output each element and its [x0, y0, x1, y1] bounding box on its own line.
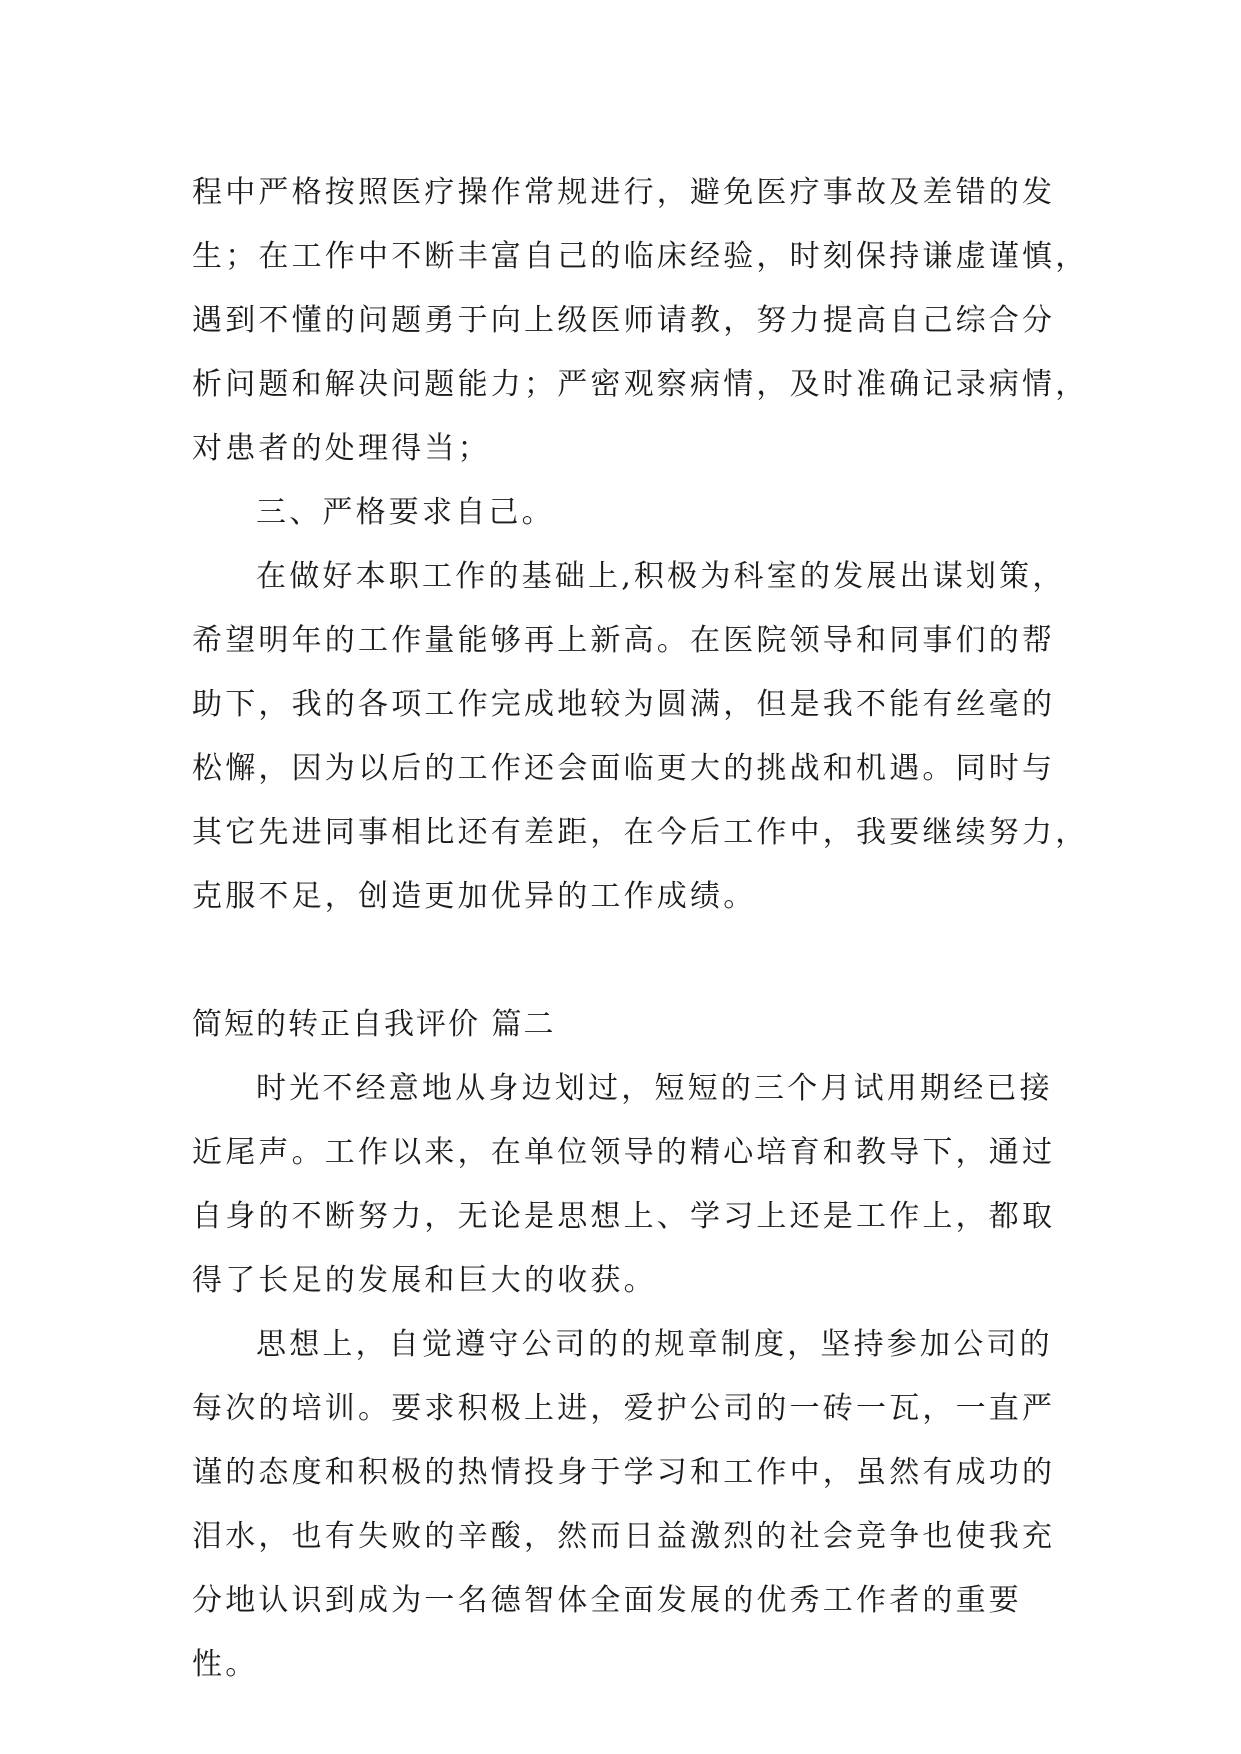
text-line: 得了长足的发展和巨大的收获。 — [192, 1263, 657, 1298]
text-line: 自身的不断努力，无论是思想上、学习上还是工作上，都取 — [192, 1199, 1056, 1234]
text-line: 克服不足，创造更加优异的工作成绩。 — [192, 879, 757, 914]
text-line: 松懈，因为以后的工作还会面临更大的挑战和机遇。同时与 — [192, 751, 1056, 786]
text-line: 程中严格按照医疗操作常规进行，避免医疗事故及差错的发 — [192, 175, 1056, 210]
point-three-heading: 三、严格要求自己。 — [256, 495, 555, 530]
text-line: 希望明年的工作量能够再上新高。在医院领导和同事们的帮 — [192, 623, 1056, 658]
text-line: 分地认识到成为一名德智体全面发展的优秀工作者的重要 — [192, 1583, 1022, 1618]
text-line: 时光不经意地从身边划过，短短的三个月试用期经已接 — [256, 1071, 1053, 1106]
text-line: 助下，我的各项工作完成地较为圆满，但是我不能有丝毫的 — [192, 687, 1056, 722]
section-gap — [192, 929, 1052, 993]
text-line: 谨的态度和积极的热情投身于学习和工作中，虽然有成功的 — [192, 1455, 1056, 1490]
text-line: 遇到不懂的问题勇于向上级医师请教，努力提高自己综合分 — [192, 303, 1056, 338]
text-line: 对患者的处理得当； — [192, 431, 491, 466]
text-line: 性。 — [192, 1647, 259, 1682]
text-line: 析问题和解决问题能力；严密观察病情，及时准确记录病情， — [192, 367, 1089, 402]
text-line: 其它先进同事相比还有差距，在今后工作中，我要继续努力， — [192, 815, 1089, 850]
text-line: 每次的培训。要求积极上进，爱护公司的一砖一瓦，一直严 — [192, 1391, 1056, 1426]
text-line: 生；在工作中不断丰富自己的临床经验，时刻保持谦虚谨慎， — [192, 239, 1089, 274]
text-line: 思想上，自觉遵守公司的的规章制度，坚持参加公司的 — [256, 1327, 1053, 1362]
text-line: 泪水，也有失败的辛酸，然而日益激烈的社会竞争也使我充 — [192, 1519, 1056, 1554]
text-line: 近尾声。工作以来，在单位领导的精心培育和教导下，通过 — [192, 1135, 1056, 1170]
document-body — [192, 161, 1089, 1697]
section-heading: 简短的转正自我评价 篇二 — [192, 1007, 556, 1042]
text-line: 在做好本职工作的基础上,积极为科室的发展出谋划策， — [256, 559, 1066, 594]
